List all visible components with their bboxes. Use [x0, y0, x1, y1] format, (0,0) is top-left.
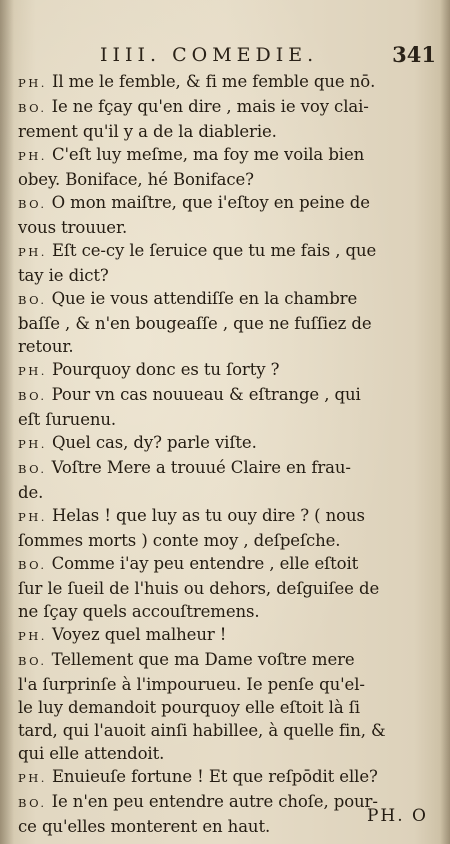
- speech-ph: [18, 431, 428, 456]
- line-text: de.: [18, 483, 44, 502]
- text-line: [18, 456, 428, 481]
- line-text: vous trouuer.: [18, 218, 128, 237]
- text-line: [18, 504, 428, 529]
- speaker-label: PH.: [18, 629, 47, 643]
- line-text: Il me le femble, & fi me femble que nō.: [51, 72, 376, 91]
- line-text: ſommes morts ) conte moy , deſpeſche.: [18, 531, 341, 550]
- text-line: [18, 431, 428, 456]
- line-text: ce qu'elles monterent en haut.: [18, 817, 271, 836]
- line-text: Que ie vous attendiſſe en la chambre: [51, 289, 358, 308]
- speaker-label: BO.: [18, 197, 47, 211]
- text-line: [18, 120, 428, 143]
- line-text: Ie n'en peu entendre autre choſe, pour-: [51, 792, 378, 811]
- speech-ph: [18, 143, 428, 191]
- line-text: baſſe , & n'en bougeaſſe , que ne fuſſiez de: [18, 314, 372, 333]
- speaker-label: PH.: [18, 437, 47, 451]
- text-line: [18, 383, 428, 408]
- text-line: [18, 95, 428, 120]
- text-line: [18, 239, 428, 264]
- text-line: [18, 623, 428, 648]
- text-line: [18, 216, 428, 239]
- line-text: tay ie dict?: [18, 266, 109, 285]
- line-text: Voyez quel malheur !: [51, 625, 227, 644]
- line-text: ne ſçay quels accouſtremens.: [18, 602, 260, 621]
- text-line: [18, 552, 428, 577]
- speaker-label: BO.: [18, 293, 47, 307]
- page-edge-shadow-right: [440, 0, 450, 844]
- text-line: [18, 335, 428, 358]
- speech-ph: [18, 358, 428, 383]
- line-text: Pourquoy donc es tu ſorty ?: [51, 360, 280, 379]
- speaker-label: PH.: [18, 245, 47, 259]
- speaker-label: PH.: [18, 510, 47, 524]
- text-line: [18, 168, 428, 191]
- catchword: PH. O: [366, 806, 428, 826]
- text-line: [18, 191, 428, 216]
- text-line: [18, 287, 428, 312]
- speech-bo: [18, 287, 428, 358]
- text-line: [18, 696, 428, 719]
- speech-ph: [18, 765, 428, 790]
- speaker-label: PH.: [18, 149, 47, 163]
- line-text: l'a ſurprinſe à l'impourueu. Ie penſe qu'el-: [18, 675, 365, 694]
- speech-bo: [18, 95, 428, 143]
- line-text: qui elle attendoit.: [18, 744, 165, 763]
- speech-bo: [18, 191, 428, 239]
- speech-bo: [18, 552, 428, 623]
- running-head: IIII. COMEDIE.: [100, 44, 319, 66]
- speech-bo: [18, 648, 428, 765]
- speaker-label: PH.: [18, 771, 47, 785]
- line-text: Quel cas, dy? parle viſte.: [51, 433, 257, 452]
- text-line: [18, 742, 428, 765]
- speech-ph: [18, 70, 428, 95]
- line-text: le luy demandoit pourquoy elle eſtoit là ſi: [18, 698, 360, 717]
- line-text: retour.: [18, 337, 74, 356]
- text-line: [18, 143, 428, 168]
- text-line: [18, 673, 428, 696]
- line-text: C'eſt luy meſme, ma foy me voila bien: [51, 145, 365, 164]
- text-line: [18, 529, 428, 552]
- line-text: O mon maiſtre, que i'eſtoy en peine de: [51, 193, 370, 212]
- text-line: [18, 264, 428, 287]
- speaker-label: PH.: [18, 364, 47, 378]
- text-line: [18, 577, 428, 600]
- text-line: [18, 408, 428, 431]
- page-header: [100, 42, 436, 68]
- speech-ph: [18, 623, 428, 648]
- speaker-label: PH.: [18, 76, 47, 90]
- speaker-label: BO.: [18, 101, 47, 115]
- speaker-label: BO.: [18, 558, 47, 572]
- line-text: ſur le ſueil de l'huis ou dehors, deſguiſee de: [18, 579, 380, 598]
- page-edge-shadow-left: [0, 0, 14, 844]
- speech-ph: [18, 239, 428, 287]
- line-text: tard, qui l'auoit ainſi habillee, à quelle fin, &: [18, 721, 386, 740]
- line-text: rement qu'il y a de la diablerie.: [18, 122, 277, 141]
- speaker-label: BO.: [18, 654, 47, 668]
- page-number: 341: [392, 42, 436, 67]
- speech-bo: [18, 456, 428, 504]
- speech-ph: [18, 504, 428, 552]
- line-text: Voſtre Mere a trouué Claire en frau-: [51, 458, 351, 477]
- text-line: [18, 600, 428, 623]
- line-text: eſt ſuruenu.: [18, 410, 117, 429]
- text-line: [18, 719, 428, 742]
- line-text: Ie ne fçay qu'en dire , mais ie voy clai-: [51, 97, 369, 116]
- dialogue-text: [18, 70, 428, 838]
- speaker-label: BO.: [18, 796, 47, 810]
- line-text: Pour vn cas nouueau & eſtrange , qui: [51, 385, 361, 404]
- line-text: Tellement que ma Dame voſtre mere: [51, 650, 355, 669]
- line-text: Enuieuſe fortune ! Et que reſpōdit elle?: [51, 767, 378, 786]
- line-text: Eſt ce-cy le ſeruice que tu me fais , que: [51, 241, 377, 260]
- speaker-label: BO.: [18, 462, 47, 476]
- text-line: [18, 481, 428, 504]
- speaker-label: BO.: [18, 389, 47, 403]
- line-text: obey. Boniface, hé Boniface?: [18, 170, 254, 189]
- text-line: [18, 648, 428, 673]
- text-line: [18, 70, 428, 95]
- text-line: [18, 765, 428, 790]
- text-line: [18, 312, 428, 335]
- speech-bo: [18, 383, 428, 431]
- text-line: [18, 358, 428, 383]
- line-text: Helas ! que luy as tu ouy dire ? ( nous: [51, 506, 365, 525]
- line-text: Comme i'ay peu entendre , elle eſtoit: [51, 554, 359, 573]
